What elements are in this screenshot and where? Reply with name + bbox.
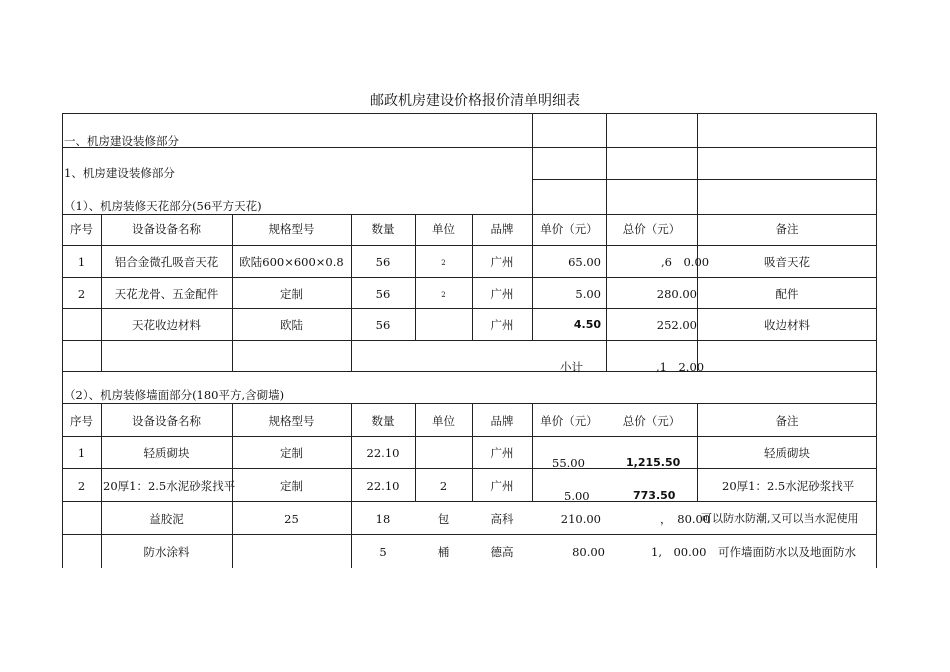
table-cell: 天花龙骨、五金配件	[114, 287, 219, 301]
header-name: 设备设备名称	[132, 222, 201, 236]
table-cell: 广州	[490, 446, 514, 460]
header-note: 备注	[775, 414, 799, 428]
table-cell: 天花收边材料	[132, 318, 201, 332]
table-cell: 包	[437, 512, 450, 526]
section-subheading: 1、机房建设装修部分	[64, 166, 175, 180]
table-cell: 2	[441, 259, 446, 267]
table-cell: 定制	[280, 479, 303, 493]
table-cell: 252.00	[656, 318, 697, 332]
header-price: 单价（元）	[540, 222, 598, 236]
header-unit: 单位	[432, 222, 455, 236]
table-cell: 56	[375, 318, 391, 332]
ceiling-section-heading: （1）、机房装修天花部分(56平方天花)	[64, 199, 262, 213]
table-cell: 可作墙面防水以及地面防水	[718, 545, 856, 559]
table-cell: 广州	[490, 255, 514, 269]
header-price: 单价（元）	[540, 414, 598, 428]
table-cell: 1	[77, 446, 86, 460]
section-heading: 一、机房建设装修部分	[64, 134, 179, 148]
table-cell: 80.00	[572, 545, 605, 559]
table-cell: 18	[375, 512, 391, 526]
table-cell: 4.50	[573, 318, 601, 331]
header-no: 序号	[70, 222, 93, 236]
header-brand: 品牌	[490, 414, 514, 428]
table-cell: 5.00	[564, 489, 590, 503]
table-cell: 广州	[490, 479, 514, 493]
table-cell: 5.00	[575, 287, 601, 301]
table-cell: 桶	[437, 545, 450, 559]
table-cell: 定制	[280, 446, 303, 460]
subtotal-value: ,1 2.00	[656, 360, 705, 374]
header-brand: 品牌	[490, 222, 514, 236]
table-cell: 56	[375, 255, 391, 269]
header-qty: 数量	[371, 222, 395, 236]
table-cell: 2	[439, 479, 448, 493]
table-cell: 轻质砌块	[764, 446, 810, 460]
table-cell: 25	[284, 512, 299, 526]
table-cell: ， 80.00	[660, 512, 711, 526]
table-cell: 防水涂料	[143, 545, 190, 559]
header-spec: 规格型号	[268, 414, 315, 428]
header-note: 备注	[775, 222, 799, 236]
table-cell: 65.00	[568, 255, 601, 269]
header-total: 总价（元）	[622, 222, 681, 236]
wall-section-heading: （2）、机房装修墙面部分(180平方,含砌墙)	[64, 388, 285, 402]
table-cell: 55.00	[552, 456, 585, 470]
table-cell: 广州	[490, 318, 514, 332]
table-cell: 280.00	[656, 287, 697, 301]
table-cell: ,6 0.00	[661, 255, 710, 269]
table-cell: 广州	[490, 287, 514, 301]
header-spec: 规格型号	[268, 222, 315, 236]
table-cell: 1	[77, 255, 86, 269]
table-cell: 20厚1：2.5水泥砂浆找平	[103, 479, 236, 493]
table-cell: 2	[77, 287, 86, 301]
table-cell: 欧陆600×600×0.8	[239, 255, 344, 269]
table-cell: 22.10	[366, 479, 400, 493]
table-cell: 欧陆	[280, 318, 303, 332]
table-cell: 5	[379, 545, 387, 559]
header-total: 总价（元）	[622, 414, 681, 428]
table-cell: 20厚1：2.5水泥砂浆找平	[722, 479, 855, 493]
table-cell: 德高	[490, 545, 514, 559]
subtotal-label: 小计	[560, 360, 583, 374]
table-cell: 22.10	[366, 446, 400, 460]
table-cell: 高科	[490, 512, 514, 526]
table-cell: 2	[441, 291, 446, 299]
table-cell: 可以防水防潮,又可以当水泥使用	[701, 512, 859, 525]
header-name: 设备设备名称	[132, 414, 201, 428]
table-cell: 773.50	[633, 489, 676, 502]
table-cell: 收边材料	[764, 318, 810, 332]
table-cell: 配件	[775, 287, 799, 301]
page-title: 邮政机房建设价格报价清单明细表	[370, 93, 580, 109]
table-cell: 210.00	[560, 512, 601, 526]
header-no: 序号	[70, 414, 93, 428]
table-cell: 定制	[280, 287, 303, 301]
table-cell: 2	[77, 479, 86, 493]
header-qty: 数量	[371, 414, 395, 428]
table-cell: 56	[375, 287, 391, 301]
table-cell: 1,215.50	[626, 456, 681, 469]
table-cell: 铝合金微孔吸音天花	[114, 255, 219, 269]
header-unit: 单位	[432, 414, 455, 428]
table-cell: 吸音天花	[764, 255, 810, 269]
table-cell: 益胶泥	[149, 512, 184, 526]
table-cell: 1, 00.00	[651, 545, 707, 559]
table-cell: 轻质砌块	[143, 446, 190, 460]
